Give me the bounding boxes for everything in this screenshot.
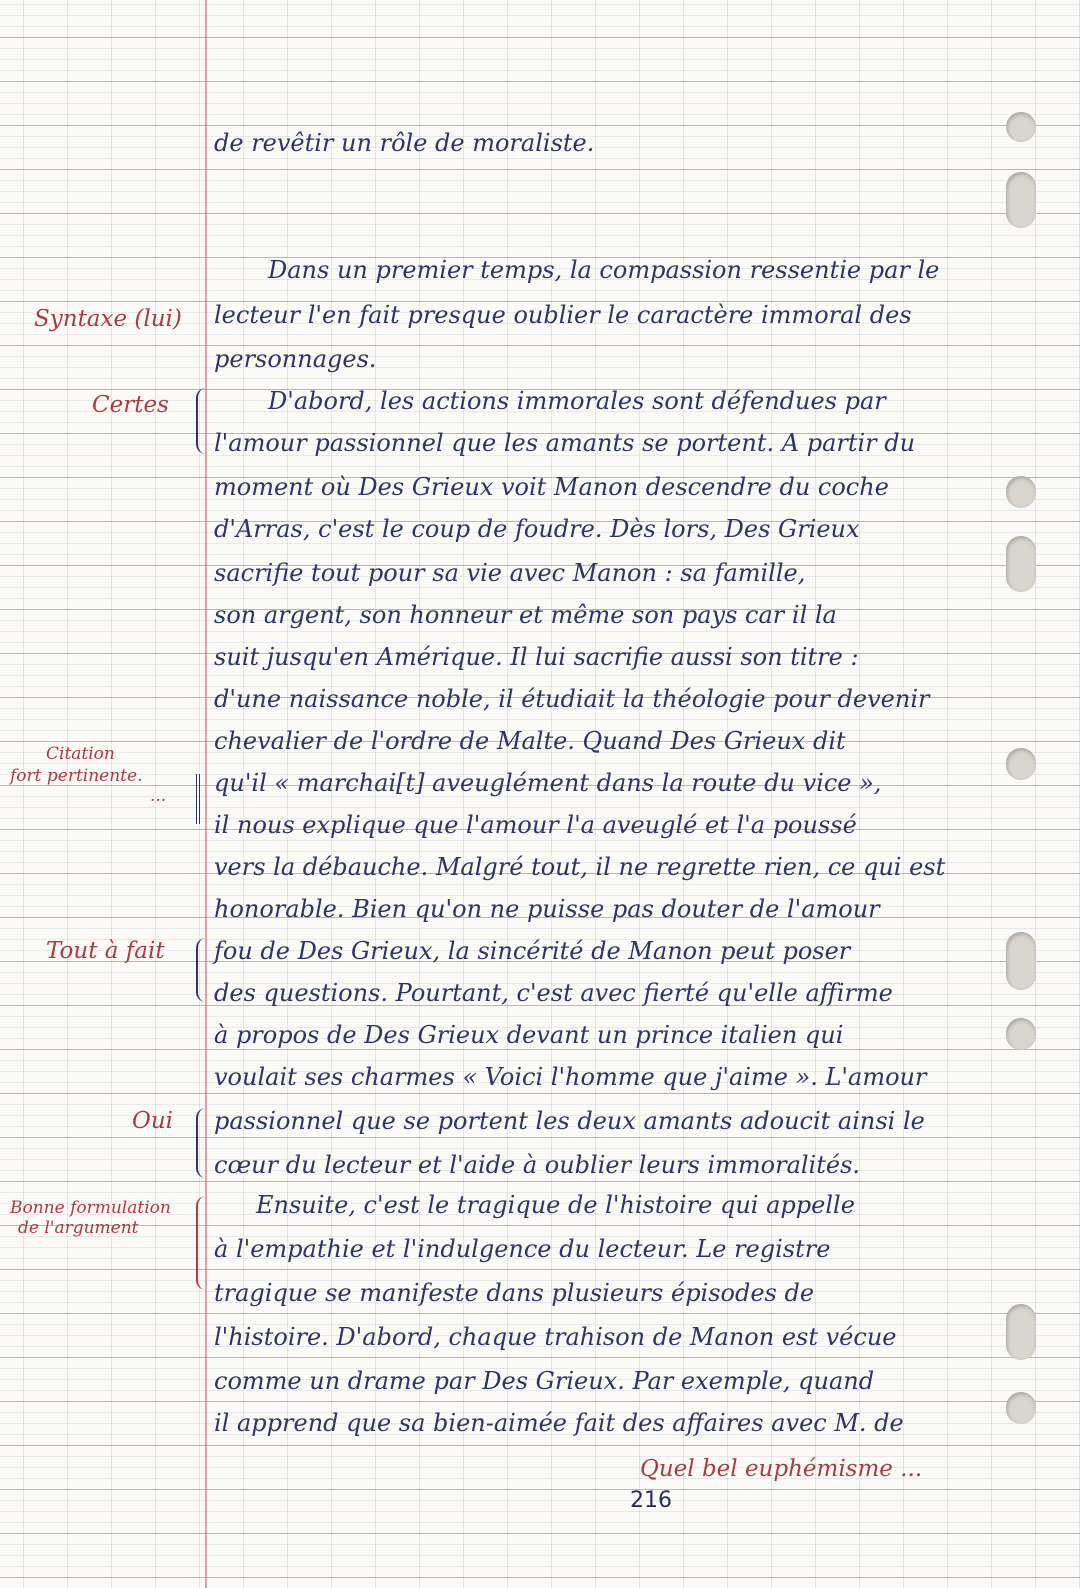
binder-hole bbox=[1006, 1392, 1036, 1424]
annotation-oui: Oui bbox=[132, 1108, 174, 1134]
text-line: l'amour passionnel que les amants se portent. A partir du bbox=[214, 429, 916, 457]
text-line: qu'il « marchai[t] aveuglément dans la route du vice », bbox=[214, 769, 882, 797]
binder-hole bbox=[1006, 1304, 1036, 1360]
binder-hole bbox=[1006, 172, 1036, 228]
text-line: suit jusqu'en Amérique. Il lui sacrifie aussi son titre : bbox=[214, 643, 859, 671]
text-line: personnages. bbox=[214, 345, 377, 373]
margin-bracket-double bbox=[196, 774, 208, 824]
text-line: d'Arras, c'est le coup de foudre. Dès lors, Des Grieux bbox=[214, 515, 860, 543]
text-line: vers la débauche. Malgré tout, il ne regrette rien, ce qui est bbox=[214, 853, 946, 881]
text-line: Ensuite, c'est le tragique de l'histoire qui appelle bbox=[256, 1191, 855, 1219]
text-line: honorable. Bien qu'on ne puisse pas douter de l'amour bbox=[214, 895, 880, 923]
text-line: tragique se manifeste dans plusieurs épisodes de bbox=[214, 1279, 815, 1307]
margin-bracket bbox=[196, 938, 206, 1002]
annotation-tout-a-fait: Tout à fait bbox=[46, 938, 165, 964]
text-line: sacrifie tout pour sa vie avec Manon : sa famille, bbox=[214, 559, 806, 587]
text-line: d'une naissance noble, il étudiait la théologie pour devenir bbox=[214, 685, 930, 713]
text-line: des questions. Pourtant, c'est avec fierté qu'elle affirme bbox=[214, 979, 893, 1007]
binder-hole bbox=[1006, 536, 1036, 592]
text-line: Dans un premier temps, la compassion ressentie par le bbox=[268, 256, 940, 284]
annotation-euphemisme: Quel bel euphémisme ... bbox=[640, 1456, 923, 1482]
binder-hole bbox=[1006, 476, 1036, 508]
annotation-bonne-formulation: de l'argument bbox=[18, 1218, 139, 1238]
text-line: lecteur l'en fait presque oublier le caractère immoral des bbox=[214, 301, 912, 329]
text-line: son argent, son honneur et même son pays car il la bbox=[214, 601, 837, 629]
margin-bracket bbox=[196, 388, 206, 454]
text-line: passionnel que se portent les deux amants adoucit ainsi le bbox=[214, 1107, 925, 1135]
text-line: fou de Des Grieux, la sincérité de Manon peut poser bbox=[214, 937, 851, 965]
text-line: de revêtir un rôle de moraliste. bbox=[214, 129, 595, 157]
margin-bracket bbox=[196, 1108, 206, 1178]
binder-hole bbox=[1006, 748, 1036, 780]
text-line: cœur du lecteur et l'aide à oublier leurs immoralités. bbox=[214, 1151, 861, 1179]
text-line: à l'empathie et l'indulgence du lecteur. Le registre bbox=[214, 1235, 831, 1263]
text-line: l'histoire. D'abord, chaque trahison de Manon est vécue bbox=[214, 1323, 897, 1351]
margin-bracket bbox=[196, 1196, 206, 1290]
annotation-citation: ... bbox=[150, 786, 167, 806]
text-line: D'abord, les actions immorales sont défendues par bbox=[268, 387, 886, 415]
text-line: comme un drame par Des Grieux. Par exemple, quand bbox=[214, 1367, 875, 1395]
annotation-certes: Certes bbox=[92, 392, 169, 418]
text-line: il nous explique que l'amour l'a aveuglé et l'a poussé bbox=[214, 811, 857, 839]
text-line: moment où Des Grieux voit Manon descendre du coche bbox=[214, 473, 889, 501]
annotation-citation: Citation bbox=[46, 744, 115, 764]
binder-hole bbox=[1006, 932, 1036, 990]
text-line: à propos de Des Grieux devant un prince italien qui bbox=[214, 1021, 844, 1049]
text-line: chevalier de l'ordre de Malte. Quand Des Grieux dit bbox=[214, 727, 846, 755]
page-number: 216 bbox=[630, 1488, 672, 1513]
annotation-citation: fort pertinente. bbox=[10, 766, 143, 786]
annotation-syntaxe: Syntaxe (lui) bbox=[34, 306, 182, 332]
text-line: il apprend que sa bien-aimée fait des affaires avec M. de bbox=[214, 1409, 904, 1437]
text-line: voulait ses charmes « Voici l'homme que j'aime ». L'amour bbox=[214, 1063, 927, 1091]
binder-hole bbox=[1006, 112, 1036, 142]
annotation-bonne-formulation: Bonne formulation bbox=[10, 1198, 171, 1218]
binder-hole bbox=[1006, 1018, 1036, 1050]
